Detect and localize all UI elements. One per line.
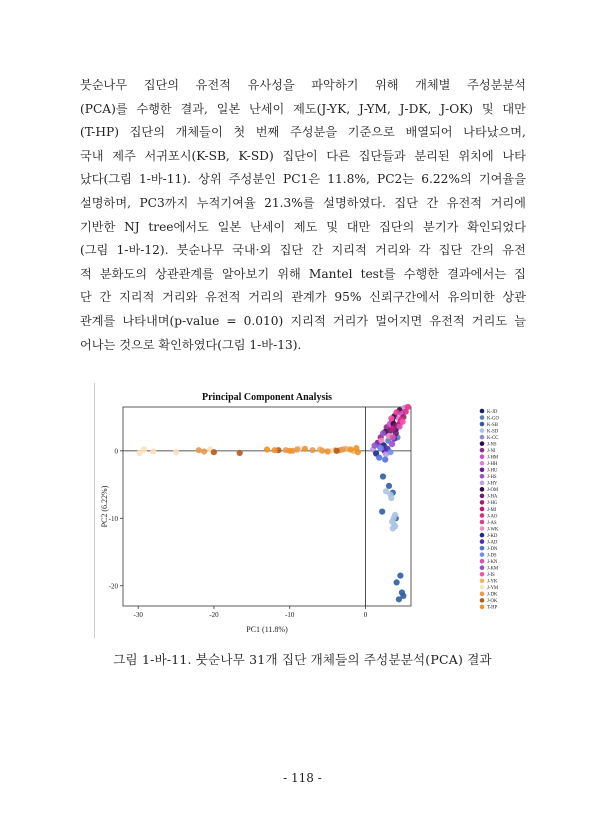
legend-swatch xyxy=(480,448,485,453)
legend-label: K-GO xyxy=(487,416,499,422)
x-tick-label: -20 xyxy=(209,611,219,619)
paragraph-word: 개체별 xyxy=(415,78,451,92)
y-axis-label: PC2 (6.22%) xyxy=(100,485,109,528)
legend-label: J-AO xyxy=(487,514,498,520)
paragraph-word: 유전적 xyxy=(446,195,483,210)
data-point-j-dk xyxy=(201,448,207,454)
legend-swatch xyxy=(480,585,485,590)
paragraph-word: 11.8%, xyxy=(327,172,370,187)
paragraph-word: 났다(그림 xyxy=(80,172,132,187)
legend-label: J-DN xyxy=(487,546,498,552)
paragraph-word: 간 xyxy=(311,243,324,258)
paragraph-word: 집단 xyxy=(394,195,418,210)
paragraph-word: 신뢰구간에서 xyxy=(369,290,440,305)
data-point-k-sb xyxy=(397,573,403,579)
paragraph-word: 거리에 xyxy=(490,195,526,210)
paragraph-line xyxy=(80,286,526,310)
data-point-t-hp xyxy=(264,446,270,452)
paragraph-word: 상관관계를 xyxy=(155,266,214,281)
legend-swatch xyxy=(480,441,485,446)
x-axis-label: PC1 (11.8%) xyxy=(246,625,288,634)
paragraph-word: 지리적 xyxy=(331,243,367,258)
paragraph-word: 제주 xyxy=(112,148,136,163)
pca-figure xyxy=(94,383,513,638)
paragraph-word: 분화도의 xyxy=(99,266,147,281)
paragraph-word: J-OK) xyxy=(440,101,474,116)
paragraph-line xyxy=(80,334,526,358)
legend-label: J-KD xyxy=(487,533,498,539)
legend-label: J-HY xyxy=(487,481,498,487)
data-point-t-hp xyxy=(272,447,278,453)
paragraph-word: 거리가 xyxy=(332,313,369,328)
y-tick-label: -10 xyxy=(108,514,118,523)
paragraph-word: 기반한 xyxy=(80,219,116,234)
data-point-t-hp xyxy=(302,446,308,452)
legend-swatch xyxy=(480,409,485,414)
paragraph-word: 누적기여율 xyxy=(196,195,256,210)
paragraph-word: 파악하기 xyxy=(311,78,359,92)
legend-label: K-JD xyxy=(487,409,498,415)
legend-swatch xyxy=(480,539,485,544)
paragraph-word: 배열되어 xyxy=(405,125,453,140)
paragraph-word: 수행한 xyxy=(136,101,172,116)
paragraph-word: 및 xyxy=(326,219,338,234)
legend-label: T-HP xyxy=(487,605,498,611)
paragraph-word: 지리적 xyxy=(119,290,155,305)
legend-swatch xyxy=(480,435,485,440)
legend-swatch xyxy=(480,474,485,479)
data-point-j-dk xyxy=(196,447,202,453)
legend-label: J-DS xyxy=(487,553,497,559)
paragraph-word: 유사성을 xyxy=(247,78,295,92)
paragraph-word: 나타 xyxy=(502,148,526,163)
paragraph-word: 대만 xyxy=(346,219,371,234)
legend-label: J-HS xyxy=(487,475,497,481)
paragraph-line xyxy=(80,310,526,334)
paragraph-word: 거리도 xyxy=(471,313,508,328)
paragraph-word: 분기가 xyxy=(423,219,459,234)
legend-swatch xyxy=(480,454,485,459)
legend-swatch xyxy=(480,461,485,466)
paragraph-word: PC3까지 xyxy=(139,195,189,210)
data-point-k-sb xyxy=(380,473,386,479)
data-point-k-sd xyxy=(391,515,397,521)
x-tick-label: -30 xyxy=(133,611,143,619)
paragraph-word: 설명하였다. xyxy=(323,195,386,210)
data-point-k-sb xyxy=(394,579,400,585)
paragraph-word: 유전적 xyxy=(205,290,241,305)
paragraph-line xyxy=(80,263,526,287)
legend-label: J-OK xyxy=(487,599,498,605)
paragraph-word: 95% xyxy=(334,290,362,305)
paragraph-word: 거리의 xyxy=(248,290,284,305)
paragraph-word: 집단들과 xyxy=(358,148,406,163)
paragraph-word: 붓순나무 xyxy=(176,243,224,258)
legend-label: J-AD xyxy=(487,540,498,546)
paragraph-word: = xyxy=(226,313,237,328)
data-point-j-ok xyxy=(334,448,340,454)
paragraph-word: 일본 xyxy=(217,219,242,234)
x-tick-label: -10 xyxy=(285,611,295,619)
paragraph-word: 주성분을 xyxy=(289,125,338,140)
paragraph-word: 제도 xyxy=(293,219,318,234)
data-point-k-sd xyxy=(387,492,393,498)
paragraph-word: 및 xyxy=(481,101,494,116)
paragraph-line xyxy=(80,216,526,240)
legend-label: J-HG xyxy=(487,501,498,507)
paragraph-word: 유의미한 xyxy=(447,290,495,305)
paragraph-word: 국내·외 xyxy=(232,243,272,258)
paragraph-word: 멀어지면 xyxy=(375,313,423,328)
paragraph-word: 각 xyxy=(418,243,431,258)
legend-swatch xyxy=(480,487,485,492)
legend-swatch xyxy=(480,526,485,531)
paragraph-word: test를 xyxy=(360,266,396,281)
paragraph-line xyxy=(80,121,526,145)
data-point-k-sb xyxy=(400,593,406,599)
legend-swatch xyxy=(480,565,485,570)
x-tick-label: 0 xyxy=(363,611,368,619)
paragraph-line xyxy=(80,145,526,169)
paragraph-word: 유전 xyxy=(502,243,526,258)
body-paragraph xyxy=(80,74,526,357)
data-point-j-dn xyxy=(382,457,388,463)
paragraph-word: 결과에서는 xyxy=(447,266,506,281)
legend-swatch xyxy=(480,546,485,551)
paragraph-word: 기준으로 xyxy=(347,125,395,140)
legend-label: J-IS xyxy=(487,573,495,579)
paragraph-word: 적 xyxy=(80,266,92,281)
paragraph-word: 집단의 xyxy=(143,78,180,92)
pca-chart xyxy=(95,383,513,638)
paragraph-word: Mantel xyxy=(308,266,353,281)
paragraph-word: 어나는 것으로 확인하였다(그림 1-바-13). xyxy=(80,337,302,352)
data-point-k-sb xyxy=(379,509,385,515)
data-point-t-hp xyxy=(355,449,361,455)
data-point-j-dk xyxy=(294,446,300,452)
paragraph-word: 단 xyxy=(80,290,92,305)
paragraph-word: 첫 xyxy=(233,125,246,140)
data-point-j-as xyxy=(394,409,400,415)
paragraph-word: 집 xyxy=(514,266,526,281)
data-point-j-dk xyxy=(309,447,315,453)
paragraph-word: J-DK, xyxy=(399,101,432,116)
paragraph-word: J-YM, xyxy=(358,101,391,116)
paragraph-word: 일본 xyxy=(216,101,241,116)
legend-label: J-AS xyxy=(487,520,497,526)
paragraph-word: PC2는 xyxy=(377,172,415,187)
paragraph-word: 난세이 xyxy=(248,101,285,116)
legend-label: J-KN xyxy=(487,559,498,565)
legend-label: K-SD xyxy=(487,429,499,435)
paragraph-word: 21.3%를 xyxy=(264,195,315,210)
plot-frame xyxy=(123,407,411,606)
paragraph-word: 나타났으며, xyxy=(463,125,526,140)
paragraph-word: 1-바-11). xyxy=(139,172,191,187)
paragraph-word: 국내 xyxy=(80,148,104,163)
legend-swatch xyxy=(480,513,485,518)
data-point-j-ym xyxy=(173,449,179,455)
paragraph-word: 붓순나무 xyxy=(80,78,128,92)
chart-title: Principal Component Analysis xyxy=(201,392,333,403)
paragraph-word: PC1은 xyxy=(283,172,321,187)
data-point-j-is xyxy=(388,415,394,421)
legend-label: J-WK xyxy=(487,527,499,533)
data-point-j-ym xyxy=(150,448,156,454)
data-point-j-hs xyxy=(389,441,395,447)
data-point-j-ok xyxy=(211,449,217,455)
data-point-t-hp xyxy=(287,448,293,454)
legend-label: J-HA xyxy=(487,494,498,500)
y-tick-label: -20 xyxy=(108,582,118,591)
paragraph-word: 나타내며(p-value xyxy=(122,313,220,328)
data-point-j-mi xyxy=(390,426,396,432)
legend-swatch xyxy=(480,500,485,505)
paragraph-word: 늘 xyxy=(514,313,526,328)
data-point-j-ds xyxy=(378,445,384,451)
paragraph-word: 결과, xyxy=(180,101,208,116)
legend-label: J-HH xyxy=(487,462,498,468)
page-number: - 118 - xyxy=(283,771,322,785)
y-tick-label: 0 xyxy=(114,447,118,456)
legend-swatch xyxy=(480,481,485,486)
paragraph-word: 집단의 xyxy=(378,219,415,234)
paragraph-word: tree에서도 xyxy=(148,219,209,234)
legend-swatch xyxy=(480,520,485,525)
legend-swatch xyxy=(480,605,485,610)
legend-swatch xyxy=(480,507,485,512)
paragraph-line xyxy=(80,168,526,192)
paragraph-word: 거리와 xyxy=(375,243,411,258)
paragraph-word: 수행한 xyxy=(403,266,440,281)
paragraph-word: 관계를 xyxy=(80,313,116,328)
paragraph-word: 상위 xyxy=(198,172,222,187)
data-point-j-dn xyxy=(376,455,382,461)
legend-label: K-SB xyxy=(487,422,498,428)
data-point-j-dk xyxy=(319,448,325,454)
legend-label: J-MI xyxy=(487,507,497,513)
paragraph-word: 개체들이 xyxy=(175,125,223,140)
paragraph-word: 분리된 xyxy=(414,148,450,163)
paragraph-word: 주성분인 xyxy=(228,172,276,187)
paragraph-word: 번째 xyxy=(255,125,280,140)
legend-label: J-OM xyxy=(487,488,499,494)
data-point-t-hp xyxy=(325,448,331,454)
legend-swatch xyxy=(480,467,485,472)
paragraph-word: 지리적 xyxy=(290,313,326,328)
paragraph-word: 집단 xyxy=(438,243,463,258)
legend-swatch xyxy=(480,533,485,538)
paragraph-word: 설명하며, xyxy=(80,195,131,210)
paragraph-word: (T-HP) xyxy=(80,125,120,140)
data-point-j-km xyxy=(372,442,378,448)
legend-swatch xyxy=(480,598,485,603)
paragraph-word: 1-바-12). xyxy=(116,243,169,258)
paragraph-line xyxy=(80,74,526,98)
data-point-k-sd xyxy=(392,523,398,529)
data-point-j-kn xyxy=(390,434,396,440)
legend-swatch xyxy=(480,494,485,499)
paragraph-word: 0.010) xyxy=(243,313,284,328)
paragraph-word: 유전적 xyxy=(429,313,465,328)
paragraph-word: 알아보기 xyxy=(222,266,270,281)
paragraph-word: 집단 xyxy=(279,243,304,258)
data-point-k-sb xyxy=(386,483,392,489)
paragraph-word: 간 xyxy=(426,195,439,210)
legend-label: J-HU xyxy=(487,468,498,474)
paragraph-word: 서귀포시(K-SB, xyxy=(144,148,230,163)
legend-swatch xyxy=(480,572,485,577)
paragraph-line xyxy=(80,98,526,122)
paragraph-word: (그림 xyxy=(80,243,109,258)
legend-label: J-HM xyxy=(487,455,499,461)
paragraph-word: 상관 xyxy=(502,290,526,305)
legend-label: J-YK xyxy=(487,579,498,585)
paragraph-word: 대만 xyxy=(502,101,526,116)
paragraph-word: 다른 xyxy=(326,148,350,163)
legend-swatch xyxy=(480,415,485,420)
data-point-j-is xyxy=(400,419,406,425)
paragraph-word: 제도(J-YK, xyxy=(293,101,351,116)
paragraph-word: 간의 xyxy=(470,243,495,258)
legend-label: J-DK xyxy=(487,592,498,598)
paragraph-word: 위해 xyxy=(277,266,301,281)
paragraph-word: 집단이 xyxy=(282,148,318,163)
paragraph-word: NJ xyxy=(124,219,140,234)
legend-swatch xyxy=(480,592,485,597)
data-point-j-ds xyxy=(387,449,393,455)
legend-swatch xyxy=(480,428,485,433)
legend-label: K-CC xyxy=(487,435,499,441)
paragraph-word: 주성분분석 xyxy=(467,78,526,92)
legend-label: J-KM xyxy=(487,566,499,572)
data-point-j-ym xyxy=(141,446,147,452)
legend-swatch xyxy=(480,559,485,564)
paragraph-word: 집단의 xyxy=(129,125,165,140)
paragraph-word: (PCA)를 xyxy=(80,101,128,116)
figure-caption: 그림 1-바-11. 붓순나무 31개 집단 개체들의 주성분분석(PCA) 결과 xyxy=(113,652,492,667)
paragraph-word: 위해 xyxy=(374,78,399,92)
data-point-t-hp xyxy=(347,446,353,452)
paragraph-word: 난세이 xyxy=(249,219,286,234)
legend-label: J-NI xyxy=(487,448,496,454)
legend-swatch xyxy=(480,552,485,557)
paragraph-word: 관계가 xyxy=(291,290,327,305)
paragraph-word: 유전적 xyxy=(195,78,231,92)
paragraph-line xyxy=(80,192,526,216)
data-point-j-dk xyxy=(340,446,346,452)
data-point-j-km xyxy=(380,430,386,436)
paragraph-word: 6.22%의 xyxy=(421,172,472,187)
paragraph-word: 간 xyxy=(99,290,112,305)
paragraph-word: K-SD) xyxy=(238,148,274,163)
paragraph-word: 기여율을 xyxy=(478,172,526,187)
paragraph-word: 확인되었다 xyxy=(467,219,526,234)
data-point-j-ok xyxy=(237,450,243,456)
data-point-j-as xyxy=(405,404,411,410)
legend-swatch xyxy=(480,578,485,583)
paragraph-word: 거리와 xyxy=(162,290,198,305)
legend-label: J-NS xyxy=(487,442,497,448)
paragraph-line xyxy=(80,239,526,263)
paragraph-word: 위치에 xyxy=(458,148,494,163)
legend-swatch xyxy=(480,422,485,427)
legend-label: J-YM xyxy=(487,586,499,592)
